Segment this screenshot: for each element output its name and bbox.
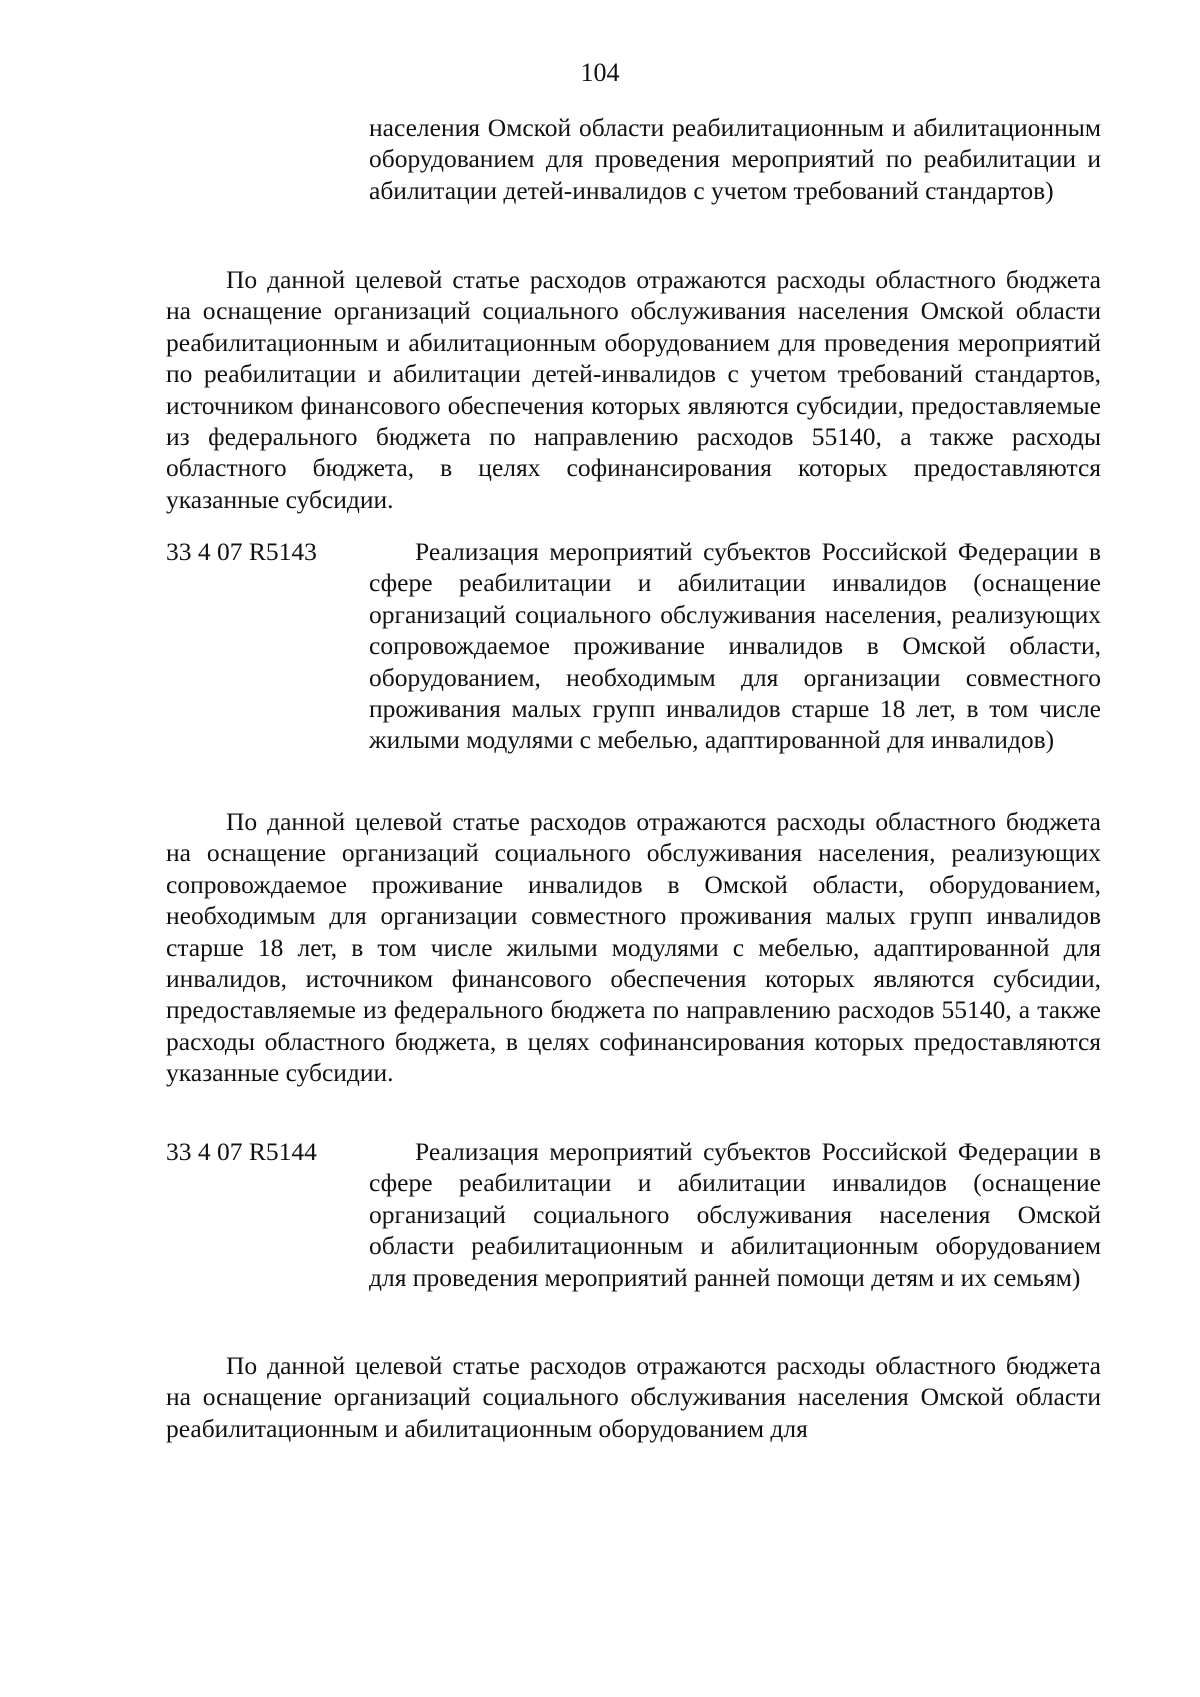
page-number: 104 [580,58,620,87]
paragraph-1: По данной целевой статье расходов отражаются расходы областного бюджета на оснащение организаций социального обслуживания населения Омской области реабилитационным и абилитационным оборудованием для проведения мероприятий по реабилитации и абилитации детей-инвалидов с учетом требований стандартов, источником финансового обеспечения которых являются субсидии, предоставляемые из федерального бюджета по направлению расходов 55140, а также расходы областного бюджета, в целях софинансирования которых предоставляются указанные субсидии. [166,265,1101,514]
entry-title-r5144-text: Реализация мероприятий субъектов Российской Федерации в сфере реабилитации и абилитации инвалидов (оснащение организаций социального обслуживания населения Омской области реабилитационным и абилитационным оборудованием для проведения мероприятий ранней помощи детям и их семьям) [369,1137,1101,1292]
entry-title-r5143-text: Реализация мероприятий субъектов Российской Федерации в сфере реабилитации и абилитации инвалидов (оснащение организаций социального обслуживания населения, реализующих сопровождаемое проживание инвалидов в Омской области, оборудованием, необходимым для организации совместного проживания малых групп инвалидов старше 18 лет, в том числе жилыми модулями с мебелью, адаптированной для инвалидов) [369,537,1101,755]
entry-title-r5143 [369,536,1101,756]
entry-code-r5144: 33 4 07 R5144 [166,1137,317,1166]
paragraph-3: По данной целевой статье расходов отражаются расходы областного бюджета на оснащение организаций социального обслуживания населения Омской области реабилитационным и абилитационным оборудованием для [166,1351,1101,1443]
paragraph-2: По данной целевой статье расходов отражаются расходы областного бюджета на оснащение организаций социального обслуживания населения, реализующих сопровождаемое проживание инвалидов в Омской области, оборудованием, необходимым для организации совместного проживания малых групп инвалидов старше 18 лет, в том числе жилыми модулями с мебелью, адаптированной для инвалидов, источником финансового обеспечения которых являются субсидии, предоставляемые из федерального бюджета по направлению расходов 55140, а также расходы областного бюджета, в целях софинансирования которых предоставляются указанные субсидии. [166,807,1101,1088]
continued-entry-title: населения Омской области реабилитационным и абилитационным оборудованием для проведения мероприятий по реабилитации и абилитации детей-инвалидов с учетом требований стандартов) [369,113,1101,205]
entry-title-r5144 [369,1136,1101,1293]
entry-code-r5143: 33 4 07 R5143 [166,537,317,566]
